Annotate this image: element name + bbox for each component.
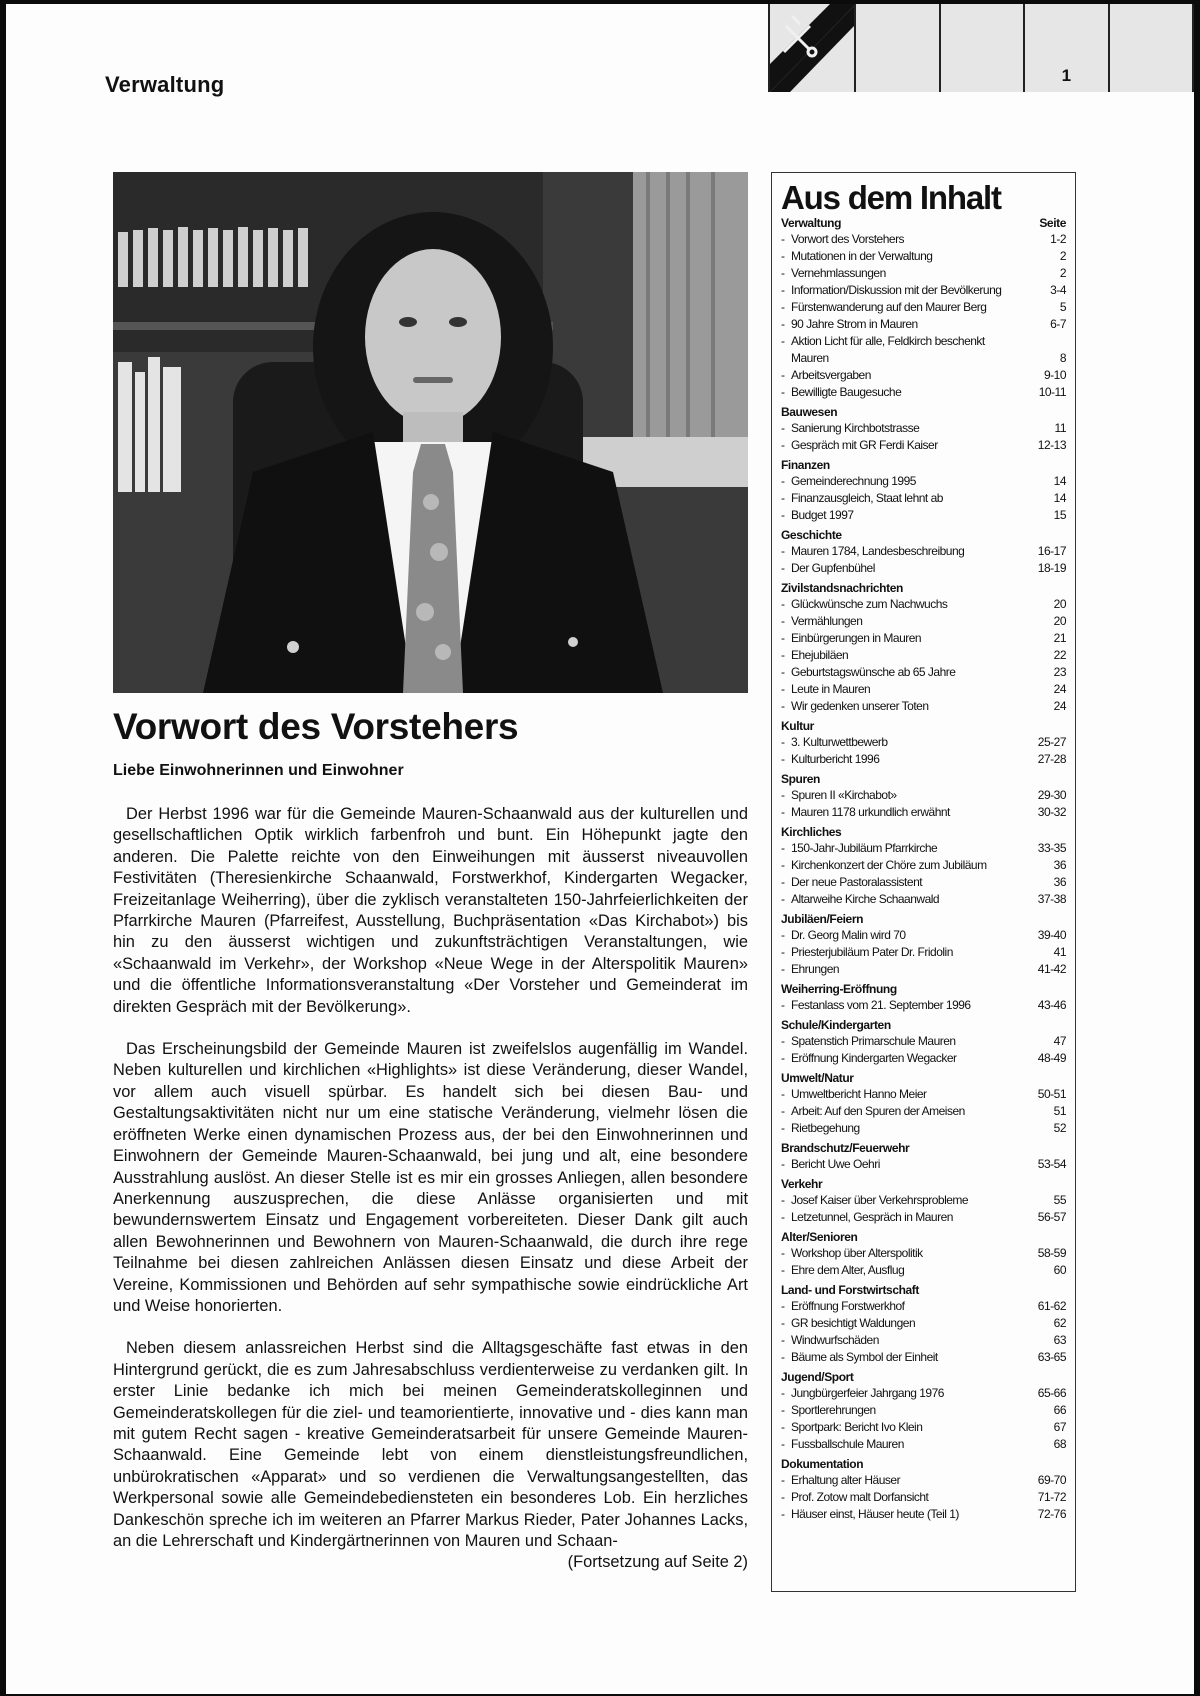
toc-item (781, 1298, 1066, 1315)
toc-item (781, 1192, 1066, 1209)
toc-item (781, 734, 1066, 751)
toc-item-page: 24 (1053, 682, 1066, 696)
toc-item (781, 1402, 1066, 1419)
toc-item-page: 18-19 (1037, 561, 1066, 575)
toc-item-page: 20 (1053, 597, 1066, 611)
toc-section-title: Jubiläen/Feiern (781, 912, 864, 926)
toc-item (781, 596, 1066, 613)
toc-item-page: 12-13 (1037, 438, 1066, 452)
toc-item (781, 543, 1066, 560)
toc-item (781, 1120, 1066, 1137)
toc-item-title: - Leute in Mauren (781, 681, 1016, 698)
toc-item-page: 68 (1053, 1437, 1066, 1451)
toc-item-page: 60 (1053, 1263, 1066, 1277)
toc-item (781, 1245, 1066, 1262)
toc-item-title: - Finanzausgleich, Staat lehnt ab (781, 490, 1016, 507)
toc-item-page: 41 (1053, 945, 1066, 959)
toc-item-page: 62 (1053, 1316, 1066, 1330)
toc-item-page: 5 (1059, 300, 1066, 314)
toc-item (781, 874, 1066, 891)
article-paragraph: Neben diesem anlassreichen Herbst sind die Alltagsgeschäfte fast etwas in den Hintergrund gerückt, die es zum Jahresabschluss verdienterweise zu verdanken gilt. In erster Linie bedanke ich mich bei meinen Gemeinderatskolleginnen und Gemeinderatskollegen für die ziel- und teamorientierte, innovative und - dies kann man mit gutem Recht sagen - kreative Gemeinderatsarbeit für unsere Gemeinde Mauren-Schaanwald. Eine Gemeinde lebt von einem dienstleistungsfreundlichen, unbürokratischen «Apparat» und so verdienen die Verwaltungsangestellten, das Werkpersonal sowie alle Gemeindebediensteten ein besonderes Lob. Ein herzliches Dankeschön spreche ich im weiteren an Pfarrer Markus Rieder, Pater Johannes Lacks, an die Lehrerschaft und Kindergärtnerinnen von Mauren und Schaan- (113, 1339, 748, 1550)
toc-section-name: Verwaltung (781, 216, 842, 230)
toc-item (781, 1419, 1066, 1436)
toc-item (781, 1472, 1066, 1489)
toc-item (781, 1489, 1066, 1506)
toc-item-title: - Sportpark: Bericht Ivo Klein (781, 1419, 1016, 1436)
toc-item-title: - Festanlass vom 21. September 1996 (781, 997, 1016, 1014)
toc-item (781, 944, 1066, 961)
toc-item-title: - Kirchenkonzert der Chöre zum Jubiläum (781, 857, 1016, 874)
toc-item-title: - Arbeit: Auf den Spuren der Ameisen (781, 1103, 1016, 1120)
toc-item-page: 2 (1059, 266, 1066, 280)
toc-item-page: 1-2 (1050, 232, 1066, 246)
header-emblem-box (768, 4, 854, 92)
toc-item (781, 384, 1066, 401)
toc-item (781, 1349, 1066, 1366)
toc-item (781, 1436, 1066, 1453)
toc-item-page: 10-11 (1038, 385, 1066, 399)
toc-item-page: 2 (1059, 249, 1066, 263)
table-of-contents (771, 172, 1076, 1592)
toc-section-title: Finanzen (781, 458, 830, 472)
toc-section-title: Umwelt/Natur (781, 1071, 854, 1085)
toc-item-title: - Budget 1997 (781, 507, 1016, 524)
toc-section-title: Zivilstandsnachrichten (781, 581, 903, 595)
toc-section-title: Land- und Forstwirtschaft (781, 1283, 919, 1297)
toc-item-page: 3-4 (1050, 283, 1066, 297)
toc-section-title: Jugend/Sport (781, 1370, 854, 1384)
toc-item (781, 857, 1066, 874)
portrait-photo (113, 172, 748, 693)
toc-item-title: - Priesterjubiläum Pater Dr. Fridolin (781, 944, 1016, 961)
toc-item-title: - Prof. Zotow malt Dorfansicht (781, 1489, 1016, 1506)
toc-item-title: - Wir gedenken unserer Toten (781, 698, 1016, 715)
header-boxes (768, 4, 1194, 92)
article-salutation: Liebe Einwohnerinnen und Einwohner (113, 762, 404, 779)
toc-item (781, 248, 1066, 265)
article-paragraph: Der Herbst 1996 war für die Gemeinde Mauren-Schaanwald aus der kulturellen und gesellschaftlichen Optik wirklich farbenfroh und bunt. Ein Höhepunkt jagte den anderen. Die Palette reichte von den Einweihungen mit äusserst niveauvollen Festivitäten (Theresienkirche Schaanwald, Forstwerkhof, Kindergarten Wegacker, Freizeitanlage Weiherring), über die zyklisch veranstalteten 150-Jahrfeierlichkeiten der Pfarrkirche Mauren (Pfarreifest, Ausstellung, Buchpräsentation «Das Kirchabot») bis hin zu den äusserst wichtigen und zukunftsträchtigen Veranstaltungen, wie «Schaanwald im Verkehr», der Workshop «Neue Wege in der Alterspolitik Mauren» und die öffentliche Informationsveranstaltung «Der Vorsteher und Gemeinderat im direkten Gespräch mit der Bevölkerung». (113, 805, 748, 1016)
toc-item-page: 11 (1054, 421, 1066, 435)
toc-item-page: 33-35 (1037, 841, 1066, 855)
toc-item-page: 61-62 (1037, 1299, 1066, 1313)
toc-item-page: 36 (1053, 858, 1066, 872)
toc-item-page: 69-70 (1037, 1473, 1066, 1487)
toc-section-title: Kultur (781, 719, 814, 733)
toc-item (781, 647, 1066, 664)
toc-item-title: - Workshop über Alterspolitik (781, 1245, 1016, 1262)
toc-item (781, 1385, 1066, 1402)
toc-item-title: - Einbürgerungen in Mauren (781, 630, 1016, 647)
continuation-note: (Fortsetzung auf Seite 2) (567, 1553, 748, 1572)
toc-section-title: Alter/Senioren (781, 1230, 858, 1244)
toc-item (781, 1315, 1066, 1332)
toc-item-page: 58-59 (1037, 1246, 1066, 1260)
toc-item-title: - Altarweihe Kirche Schaanwald (781, 891, 1016, 908)
toc-item-page: 30-32 (1037, 805, 1066, 819)
toc-item-title: - Vorwort des Vorstehers (781, 231, 1016, 248)
toc-item-page: 63-65 (1037, 1350, 1066, 1364)
toc-item-page: 20 (1053, 614, 1066, 628)
toc-item-title: - GR besichtigt Waldungen (781, 1315, 1016, 1332)
toc-page-header: Seite (1039, 216, 1066, 230)
toc-item-title: - Bewilligte Baugesuche (781, 384, 1016, 401)
toc-item-title: - Eröffnung Kindergarten Wegacker (781, 1050, 1016, 1067)
toc-item-page: 41-42 (1037, 962, 1066, 976)
toc-item-title: - Rietbegehung (781, 1120, 1016, 1137)
toc-item-title: - Sanierung Kirchbotstrasse (781, 420, 1016, 437)
article-paragraph: Das Erscheinungsbild der Gemeinde Mauren ist zweifelslos augenfällig im Wandel. Neben kulturellen und kirchlichen «Highlights» ist diese Veränderung, dieser Wandel, vor allem auch visuell spürbar. Es handelt sich bei diesen Bau- und Gestaltungsaktivitäten nicht nur um eine statische Veränderung, vielmehr lösen die eröffneten Werke einen dynamischen Prozess aus, der bei den Einwohnerinnen und Einwohnern der Gemeinde Mauren-Schaanwald, bei jung und alt, eine besondere Ausstrahlung auslöst. An dieser Stelle ist es mir ein grosses Anliegen, allen besondere Anerkennung auszusprechen, die diese Anlässe organisierten und mit bewundernswertem Einsatz und Engagement vorbereiteten. Dieser Dank gilt auch allen Bewohnerinnen und Bewohnern von Mauren-Schaanwald, die durch ihre rege Teilnahme bei diesen zahlreichen Anlässen diesen Einsatz und diese Arbeit der Vereine, Kommissionen und Behörden auf sehr sympathische sowie eindrückliche Art und Weise honorierten. (113, 1040, 748, 1315)
toc-item-page: 25-27 (1037, 735, 1066, 749)
toc-item-page: 67 (1053, 1420, 1066, 1434)
toc-item-title: - Fussballschule Mauren (781, 1436, 1016, 1453)
toc-item-title: - Geburtstagswünsche ab 65 Jahre (781, 664, 1016, 681)
toc-item (781, 891, 1066, 908)
toc-item-title: - Windwurfschäden (781, 1332, 1016, 1349)
toc-item-page: 8 (1059, 351, 1066, 365)
toc-item-title: - 90 Jahre Strom in Mauren (781, 316, 1016, 333)
toc-item-title: - Der Gupfenbühel (781, 560, 1016, 577)
toc-item (781, 265, 1066, 282)
toc-item-title: - Josef Kaiser über Verkehrsprobleme (781, 1192, 1016, 1209)
toc-item-title: - Umweltbericht Hanno Meier (781, 1086, 1016, 1103)
toc-section-title: Geschichte (781, 528, 842, 542)
toc-item-title: - Jungbürgerfeier Jahrgang 1976 (781, 1385, 1016, 1402)
page-number: 1 (1061, 66, 1072, 85)
toc-item (781, 1156, 1066, 1173)
toc-item-title: - Bericht Uwe Oehri (781, 1156, 1016, 1173)
toc-item (781, 1033, 1066, 1050)
toc-item-title: - Spuren II «Kirchabot» (781, 787, 1016, 804)
toc-item (781, 1332, 1066, 1349)
toc-item-page: 24 (1053, 699, 1066, 713)
toc-section-title: Schule/Kindergarten (781, 1018, 891, 1032)
toc-section-title: Brandschutz/Feuerwehr (781, 1141, 910, 1155)
toc-item-page: 15 (1053, 508, 1066, 522)
page (6, 4, 1194, 1694)
toc-body (781, 215, 1066, 1523)
toc-item-page: 36 (1053, 875, 1066, 889)
toc-item-title: - Mauren 1784, Landesbeschreibung (781, 543, 1016, 560)
toc-item-title: - Der neue Pastoralassistent (781, 874, 1016, 891)
toc-item-page: 39-40 (1037, 928, 1066, 942)
toc-item-title: - Bäume als Symbol der Einheit (781, 1349, 1016, 1366)
toc-item (781, 664, 1066, 681)
header-box-1 (854, 4, 938, 92)
toc-item-title: - Vermählungen (781, 613, 1016, 630)
header-box-2 (939, 4, 1023, 92)
toc-section-title: Verkehr (781, 1177, 823, 1191)
toc-item (781, 1262, 1066, 1279)
toc-item-page: 72-76 (1037, 1507, 1066, 1521)
toc-item-title: - Letzetunnel, Gespräch in Mauren (781, 1209, 1016, 1226)
article-title: Vorwort des Vorstehers (113, 706, 519, 747)
toc-item (781, 316, 1066, 333)
toc-item-page: 48-49 (1037, 1051, 1066, 1065)
toc-item-page: 27-28 (1037, 752, 1066, 766)
toc-item (781, 787, 1066, 804)
toc-item-page: 29-30 (1037, 788, 1066, 802)
toc-item-page: 56-57 (1037, 1210, 1066, 1224)
toc-item-page: 43-46 (1037, 998, 1066, 1012)
toc-item-title: - Ehre dem Alter, Ausflug (781, 1262, 1016, 1279)
toc-item-page: 21 (1053, 631, 1066, 645)
toc-item-page: 65-66 (1037, 1386, 1066, 1400)
toc-item (781, 1050, 1066, 1067)
toc-item-title: - Häuser einst, Häuser heute (Teil 1) (781, 1506, 1016, 1523)
toc-item-title: - Information/Diskussion mit der Bevölkerung (781, 282, 1016, 299)
toc-item (781, 507, 1066, 524)
toc-item (781, 681, 1066, 698)
toc-title: Aus dem Inhalt (781, 179, 1001, 216)
toc-item-page: 53-54 (1037, 1157, 1066, 1171)
toc-item-page: 22 (1053, 648, 1066, 662)
toc-item (781, 751, 1066, 768)
toc-item-page: 71-72 (1037, 1490, 1066, 1504)
toc-item-title: - Arbeitsvergaben (781, 367, 1016, 384)
toc-item-title: - Dr. Georg Malin wird 70 (781, 927, 1016, 944)
toc-item (781, 367, 1066, 384)
toc-item (781, 282, 1066, 299)
toc-item (781, 1506, 1066, 1523)
toc-item-title: - Gespräch mit GR Ferdi Kaiser (781, 437, 1016, 454)
toc-item-title: - 3. Kulturwettbewerb (781, 734, 1016, 751)
toc-item-page: 51 (1053, 1104, 1066, 1118)
toc-item-title: - Mutationen in der Verwaltung (781, 248, 1016, 265)
section-label: Verwaltung (105, 72, 225, 97)
toc-item-page: 47 (1053, 1034, 1066, 1048)
toc-item (781, 613, 1066, 630)
toc-item-page: 66 (1053, 1403, 1066, 1417)
toc-item-title: - Aktion Licht für alle, Feldkirch beschenkt Mauren (781, 333, 1016, 367)
toc-item-page: 16-17 (1037, 544, 1066, 558)
toc-section-title: Kirchliches (781, 825, 842, 839)
toc-item-page: 23 (1053, 665, 1066, 679)
toc-item-title: - Vernehmlassungen (781, 265, 1016, 282)
header-box-4 (1108, 4, 1194, 92)
toc-item (781, 1086, 1066, 1103)
toc-item (781, 997, 1066, 1014)
toc-item-page: 14 (1053, 491, 1066, 505)
header-box-3 (1023, 4, 1107, 92)
toc-item-title: - Sportlerehrungen (781, 1402, 1016, 1419)
toc-section-title (781, 215, 1066, 231)
toc-item (781, 840, 1066, 857)
toc-item (781, 804, 1066, 821)
crossed-tools-emblem-icon (770, 4, 854, 92)
toc-section-title: Dokumentation (781, 1457, 864, 1471)
toc-item-title: - Spatenstich Primarschule Mauren (781, 1033, 1016, 1050)
toc-item-page: 6-7 (1050, 317, 1066, 331)
toc-item (781, 927, 1066, 944)
toc-item-page: 50-51 (1037, 1087, 1066, 1101)
toc-item (781, 698, 1066, 715)
toc-item (781, 473, 1066, 490)
toc-item (781, 490, 1066, 507)
toc-item-title: - Fürstenwanderung auf den Maurer Berg (781, 299, 1016, 316)
toc-item-page: 52 (1053, 1121, 1066, 1135)
toc-item (781, 437, 1066, 454)
article-body (113, 804, 748, 1595)
toc-item-title: - Mauren 1178 urkundlich erwähnt (781, 804, 1016, 821)
toc-item-title: - Ehrungen (781, 961, 1016, 978)
toc-item-page: 37-38 (1037, 892, 1066, 906)
toc-item-page: 63 (1053, 1333, 1066, 1347)
toc-item-title: - Ehejubiläen (781, 647, 1016, 664)
toc-section-title: Spuren (781, 772, 820, 786)
toc-item (781, 1103, 1066, 1120)
toc-item (781, 630, 1066, 647)
toc-item (781, 231, 1066, 248)
toc-section-title: Weiherring-Eröffnung (781, 982, 897, 996)
toc-section-title: Bauwesen (781, 405, 838, 419)
toc-item-page: 14 (1053, 474, 1066, 488)
toc-item-title: - Eröffnung Forstwerkhof (781, 1298, 1016, 1315)
toc-item (781, 560, 1066, 577)
toc-item-page: 55 (1053, 1193, 1066, 1207)
toc-item (781, 961, 1066, 978)
toc-item-title: - Erhaltung alter Häuser (781, 1472, 1016, 1489)
toc-item (781, 420, 1066, 437)
toc-item-page: 9-10 (1043, 368, 1066, 382)
toc-item-title: - Kulturbericht 1996 (781, 751, 1016, 768)
toc-item (781, 1209, 1066, 1226)
toc-item-title: - Glückwünsche zum Nachwuchs (781, 596, 1016, 613)
toc-item (781, 299, 1066, 316)
toc-item-title: - 150-Jahr-Jubiläum Pfarrkirche (781, 840, 1016, 857)
toc-item-title: - Gemeinderechnung 1995 (781, 473, 1016, 490)
toc-item (781, 333, 1066, 367)
